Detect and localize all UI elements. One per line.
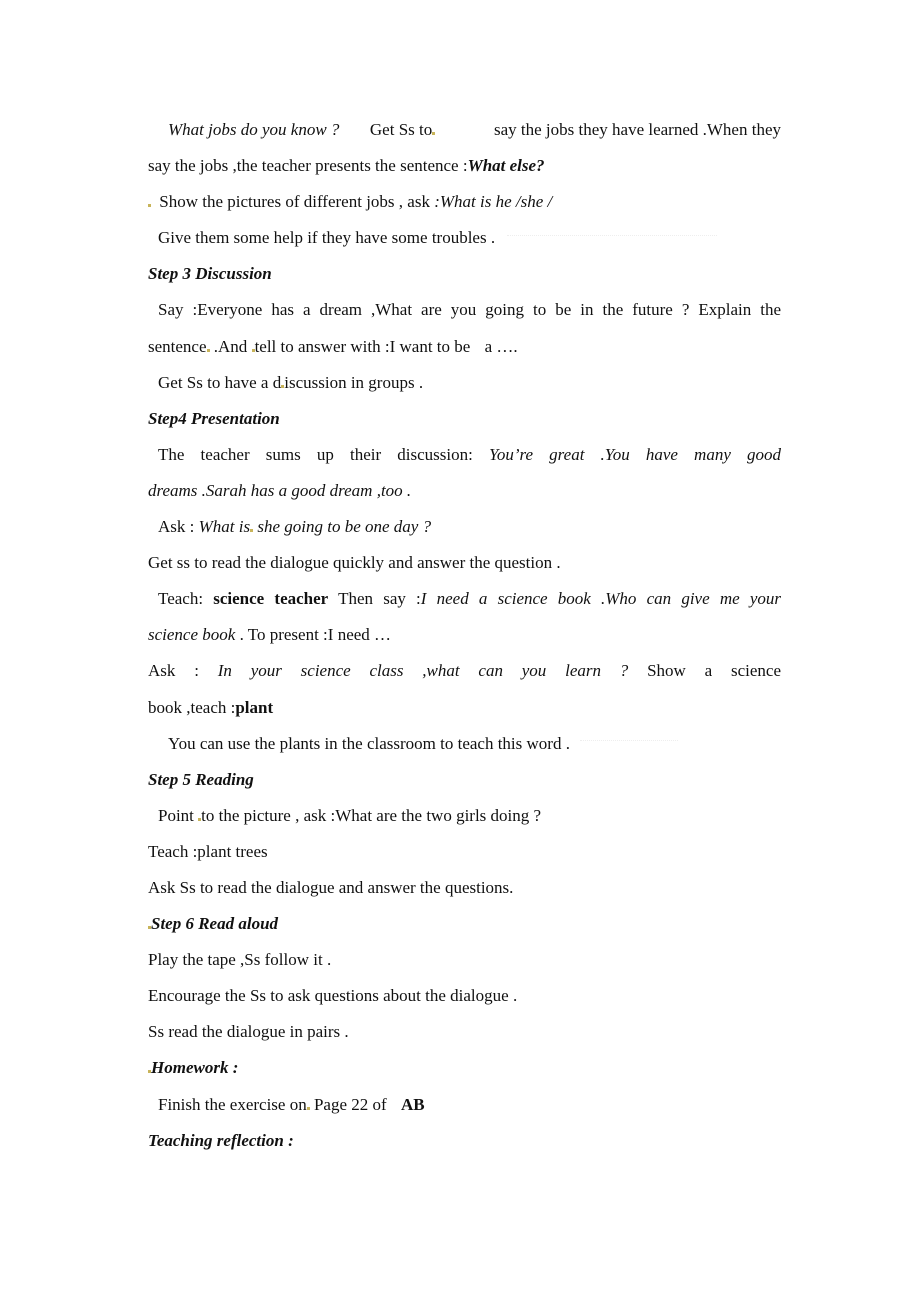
line-explain-sentence xyxy=(148,329,781,365)
document-page xyxy=(148,112,781,1159)
line-sums-up xyxy=(148,437,781,473)
line-read-pairs xyxy=(148,1014,781,1050)
line-sarah-dream xyxy=(148,473,781,509)
line-ask-ss-read xyxy=(148,870,781,906)
line-everyone-dream xyxy=(148,292,781,328)
encourage-text: Encourage the Ss to ask questions about the dialogue . xyxy=(148,986,518,1006)
everyone-dream-text: Say :Everyone has a dream ,What are you going to be in the future ? Explain the xyxy=(158,300,781,320)
line-use-plants xyxy=(148,726,781,762)
faint-mark xyxy=(580,740,678,749)
show-science-text: Show a science xyxy=(647,661,781,681)
book-teach-text: book ,teach : xyxy=(148,697,236,717)
line-what-jobs xyxy=(148,112,781,148)
line-finish-exercise xyxy=(148,1087,781,1123)
heading-step6: Step 6 Read aloud xyxy=(151,914,279,934)
line-teach-science xyxy=(148,581,781,617)
discussion-text-start: Get Ss to have a d xyxy=(158,372,282,392)
plant-trees-text: Teach :plant trees xyxy=(148,841,268,861)
discussion-text-end: iscussion in groups . xyxy=(284,372,424,392)
sarah-dream-phrase: dreams .Sarah has a good dream ,too . xyxy=(148,480,412,500)
faint-mark xyxy=(507,235,717,244)
to-present-text: . To present :I need … xyxy=(235,625,392,645)
marker-dot xyxy=(148,204,151,207)
heading-step5: Step 5 Reading xyxy=(148,769,254,789)
ask-ss-read-text: Ask Ss to read the dialogue and answer the questions. xyxy=(148,877,514,897)
line-science-book xyxy=(148,617,781,653)
youre-great-phrase: You’re great .You have many good xyxy=(488,444,781,464)
heading-homework: Homework : xyxy=(151,1058,239,1078)
heading-step6-row xyxy=(148,906,781,942)
line-what-jobs-left xyxy=(168,112,435,148)
heading-homework-row xyxy=(148,1050,781,1086)
line-play-tape xyxy=(148,942,781,978)
line-teach-plant-trees xyxy=(148,834,781,870)
line-discussion-groups xyxy=(148,365,781,401)
line-give-help xyxy=(148,220,781,256)
finish-exercise-text: Finish the exercise on xyxy=(158,1094,307,1114)
page-22-text: Page 22 of xyxy=(309,1094,387,1114)
what-is-phrase: What is xyxy=(198,517,251,537)
and-word: .And xyxy=(209,336,252,356)
heading-step4: Step4 Presentation xyxy=(148,408,280,428)
use-plants-text: You can use the plants in the classroom to teach this word . xyxy=(168,733,570,753)
what-else-phrase: What else? xyxy=(467,156,545,176)
heading-teaching-reflection: Teaching reflection : xyxy=(148,1130,294,1150)
marker-dot xyxy=(432,132,435,135)
heading-step3: Step 3 Discussion xyxy=(148,264,272,284)
science-book-phrase: science book xyxy=(148,625,236,645)
sums-up-text: The teacher sums up their discussion: xyxy=(158,444,489,464)
teacher-presents-text: say the jobs ,the teacher presents the sentence : xyxy=(148,156,468,176)
line-show-pictures xyxy=(148,184,781,220)
science-teacher-phrase: science teacher xyxy=(213,589,329,609)
read-pairs-text: Ss read the dialogue in pairs . xyxy=(148,1022,349,1042)
get-ss-to-text: Get Ss to xyxy=(369,120,433,139)
science-class-question: In your science class ,what can you learn ? xyxy=(217,661,629,681)
play-tape-text: Play the tape ,Ss follow it . xyxy=(148,950,332,970)
line-encourage xyxy=(148,978,781,1014)
need-science-book-phrase: I need a science book .Who can give me your xyxy=(420,589,782,609)
what-is-he-phrase: :What is he /she / xyxy=(434,192,553,212)
tell-answer-text: tell to answer with :I want to be xyxy=(254,336,471,356)
read-quickly-text: Get ss to read the dialogue quickly and answer the question . xyxy=(148,553,561,573)
then-say-text: Then say : xyxy=(328,589,421,609)
teach-label: Teach: xyxy=(158,589,214,609)
ask-label: Ask : xyxy=(148,661,218,681)
ask-label: Ask : xyxy=(158,517,199,537)
line-teach-plant xyxy=(148,690,781,726)
show-pictures-text: Show the pictures of different jobs , ask xyxy=(159,192,435,212)
line-read-quickly xyxy=(148,545,781,581)
line-ask-what-is xyxy=(148,509,781,545)
give-help-text: Give them some help if they have some troubles . xyxy=(158,228,496,248)
plant-word: plant xyxy=(235,697,274,717)
ab-word: AB xyxy=(400,1094,425,1114)
say-jobs-text: say the jobs they have learned .When they xyxy=(493,120,781,139)
question-what-jobs: What jobs do you know ? xyxy=(168,120,340,139)
point-picture-text: to the picture , ask :What are the two girls doing ? xyxy=(201,805,542,825)
line-teacher-presents xyxy=(148,148,781,184)
a-ellipsis-text: a …. xyxy=(484,336,518,356)
point-word: Point xyxy=(158,805,199,825)
going-to-be-phrase: she going to be one day ? xyxy=(253,517,432,537)
line-ask-science-class xyxy=(148,653,781,689)
line-point-picture xyxy=(148,798,781,834)
sentence-word: sentence xyxy=(148,336,207,356)
